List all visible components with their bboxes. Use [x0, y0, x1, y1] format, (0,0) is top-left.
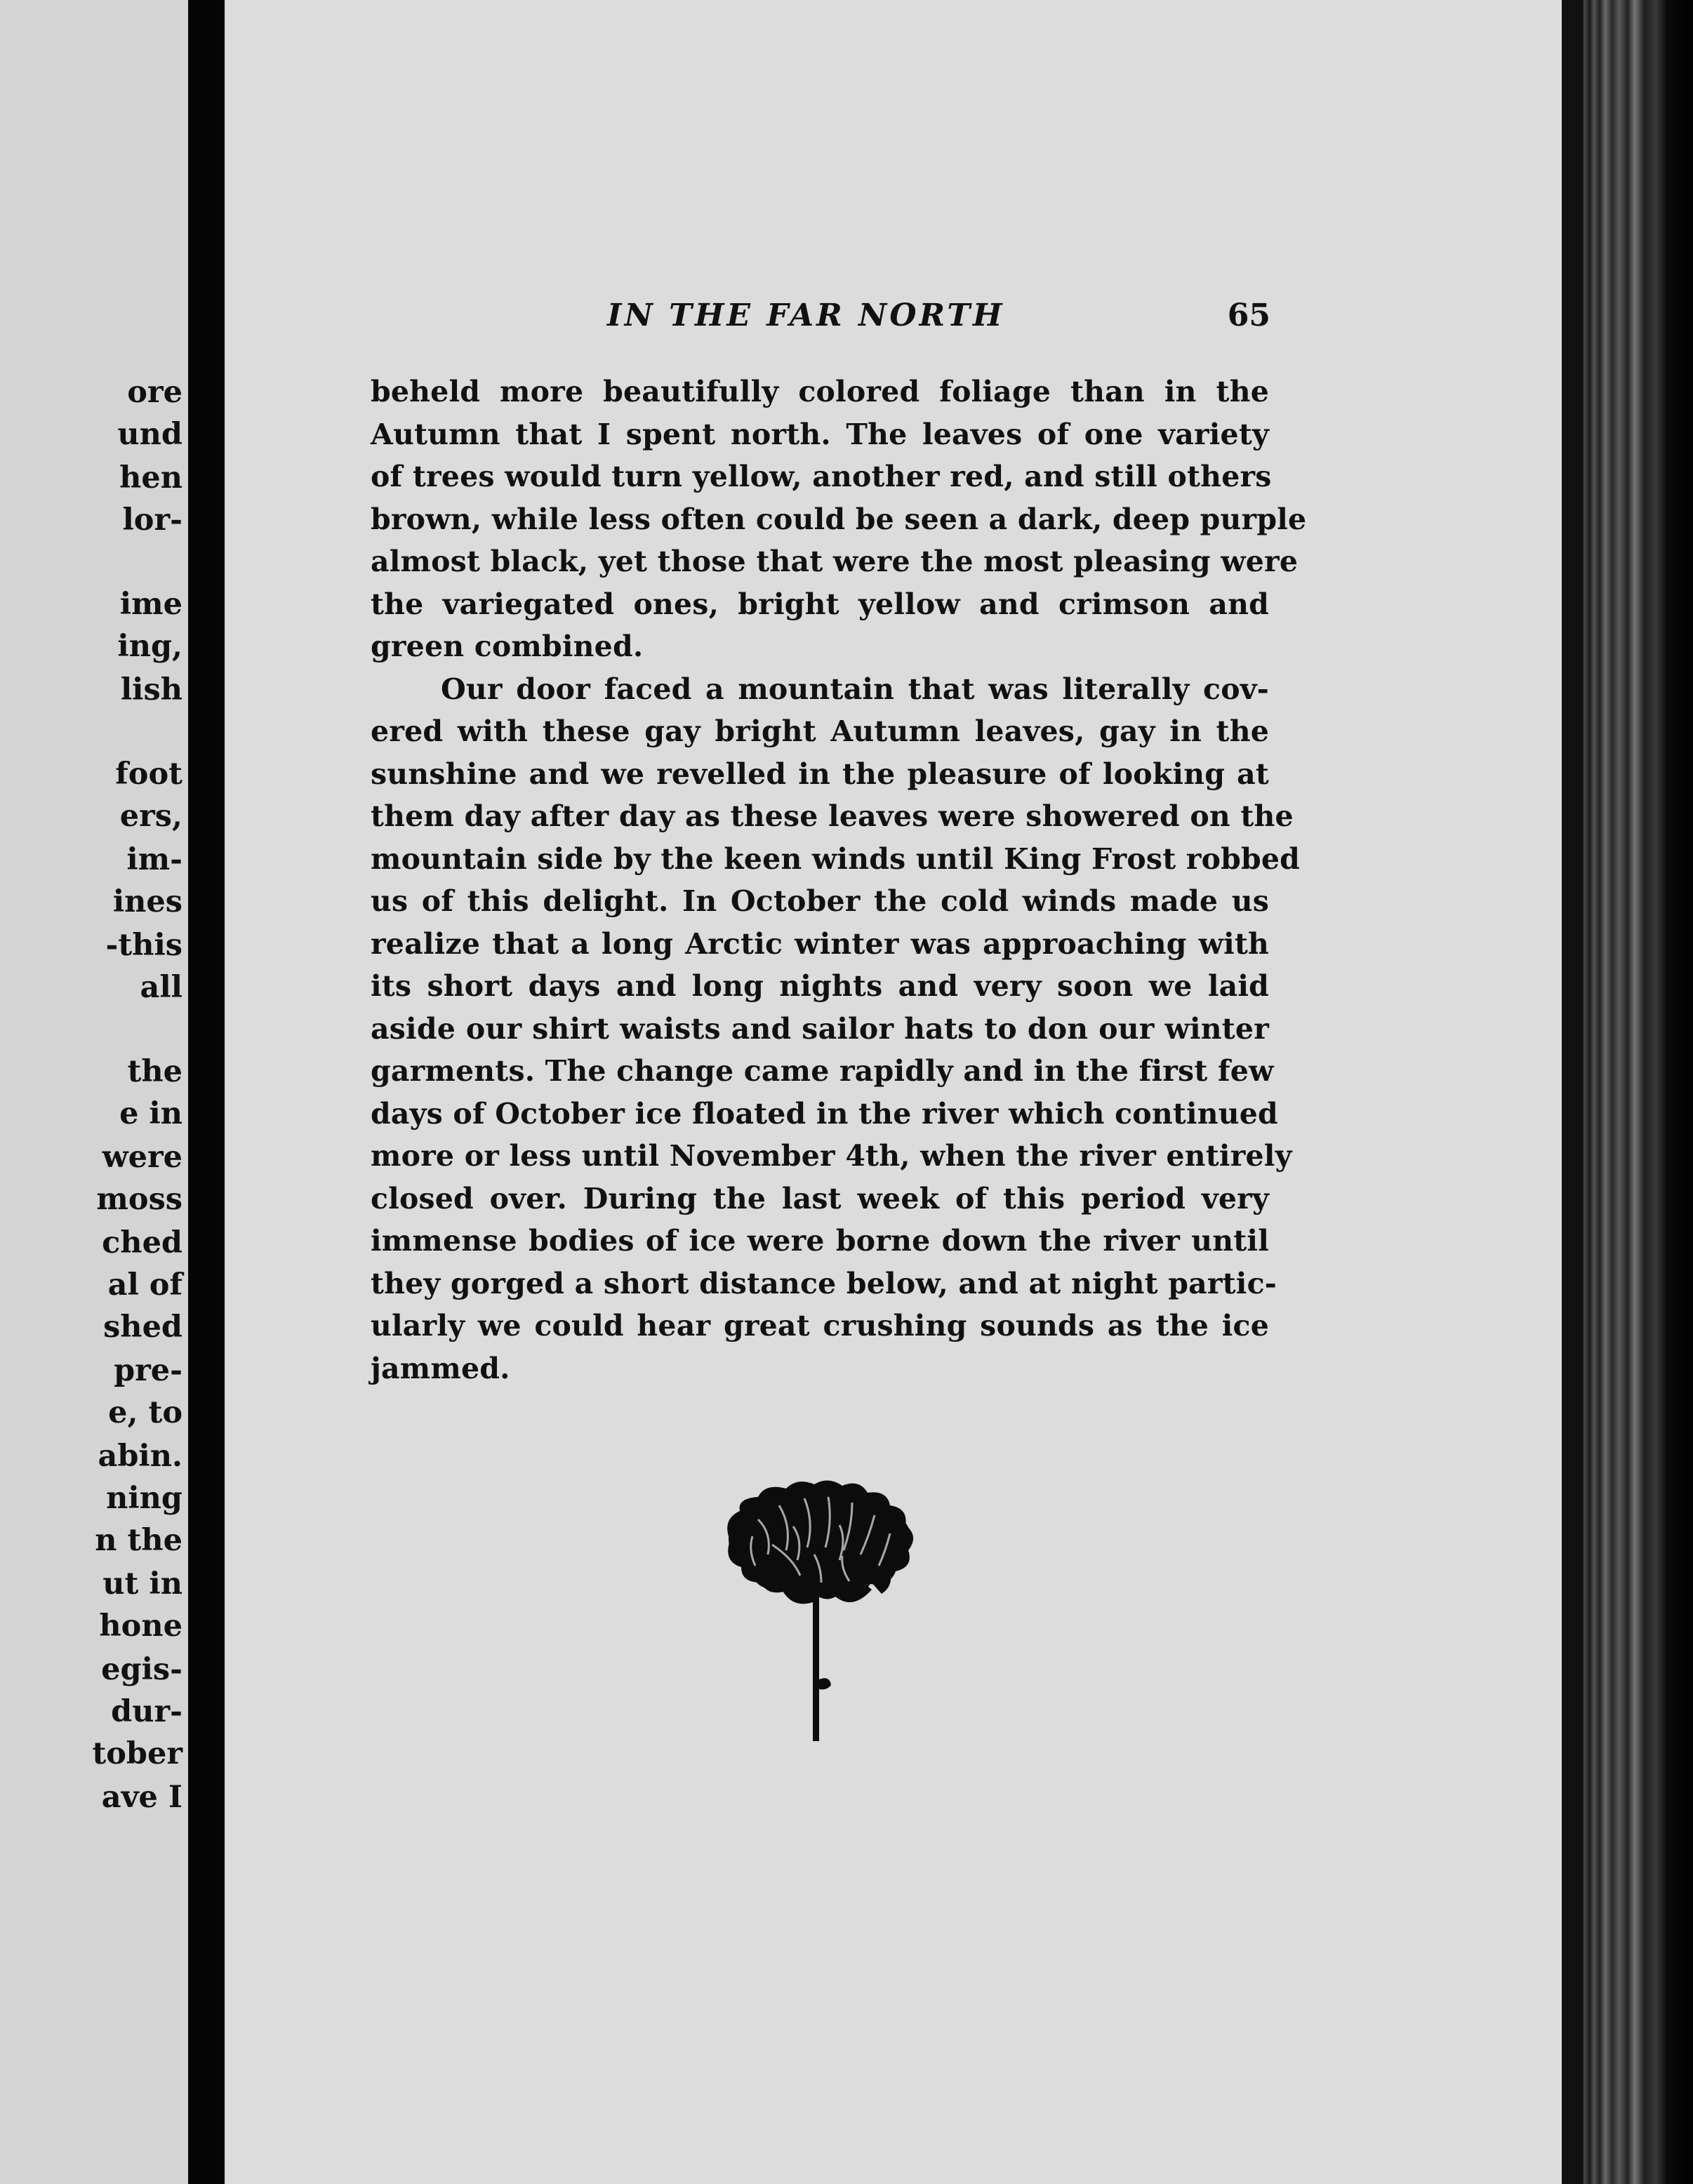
text-line: us of this delight. In October the cold winds made us	[371, 884, 1269, 918]
left-page-fragment-text: lish	[120, 672, 182, 707]
page-number: 65	[1227, 298, 1270, 333]
left-page-fragment-text: ning	[106, 1481, 182, 1516]
text-line: beheld more beautifully colored foliage than in the	[371, 375, 1269, 408]
left-page-fragment-text: foot	[115, 757, 182, 792]
left-page-fragment-text: ave I	[101, 1780, 182, 1815]
text-line: days of October ice floated in the river which continued	[371, 1096, 1278, 1131]
text-line: closed over. During the last week of this period very	[371, 1181, 1269, 1216]
left-page-fragment-text: were	[102, 1140, 182, 1175]
left-page-fragment-text: egis-	[101, 1652, 182, 1687]
text-line: immense bodies of ice were borne down the river until	[371, 1224, 1269, 1258]
left-page-fragment-text: ched	[102, 1225, 182, 1260]
left-page-fragment-text: e in	[119, 1096, 182, 1131]
text-line: of trees would turn yellow, another red, and still others	[371, 460, 1272, 493]
text-line: Autumn that I spent north. The leaves of one variety	[371, 417, 1269, 451]
left-page-fragment-text: lor-	[122, 502, 182, 538]
left-page-fragment-text: al of	[107, 1267, 182, 1303]
left-page-fragment-text: ing,	[117, 629, 182, 664]
text-line: Our door faced a mountain that was literally cov-	[441, 672, 1269, 706]
left-page-fragment-text: hone	[99, 1609, 182, 1644]
text-line: the variegated ones, bright yellow and crimson and	[371, 587, 1269, 621]
text-line: garments. The change came rapidly and in the first few	[371, 1054, 1274, 1088]
text-line: almost black, yet those that were the most pleasing were	[371, 545, 1299, 578]
left-page-fragment	[0, 0, 188, 2184]
text-line: brown, while less often could be seen a dark, deep purple	[371, 502, 1307, 536]
left-page-fragment-text: im-	[126, 842, 182, 877]
text-line: green combined.	[371, 630, 644, 663]
left-page-fragment-text: ines	[112, 884, 182, 919]
left-page-fragment-text: n the	[95, 1523, 182, 1558]
left-page-fragment-text: -this	[105, 928, 182, 963]
text-line: them day after day as these leaves were showered on the	[371, 799, 1294, 833]
body-text	[371, 371, 1307, 1390]
left-page-fragment-text: ime	[119, 587, 182, 622]
left-page-fragment-text: dur-	[111, 1694, 182, 1729]
text-line: ularly we could hear great crushing sounds as the ice	[371, 1309, 1269, 1343]
text-line: jammed.	[371, 1351, 510, 1385]
text-line: mountain side by the keen winds until King Frost robbed	[371, 841, 1301, 876]
left-page-fragment-text: hen	[119, 460, 182, 495]
text-line: sunshine and we revelled in the pleasure of looking at	[371, 757, 1269, 791]
left-page-fragment-text: moss	[96, 1182, 182, 1217]
text-line: more or less until November 4th, when the river entirely	[371, 1139, 1292, 1173]
right-page-edge	[1562, 0, 1693, 2184]
left-page-fragment-text: tober	[92, 1736, 182, 1771]
left-page-fragment-text: ut in	[102, 1566, 182, 1602]
left-page-fragment-text: ore	[127, 375, 182, 410]
chrysanthemum-flower-icon	[709, 1477, 948, 1744]
text-line: its short days and long nights and very soon we laid	[371, 969, 1269, 1003]
text-line: realize that a long Arctic winter was approaching with	[371, 926, 1269, 961]
left-page-fragment-text: abin.	[98, 1439, 182, 1474]
left-page-fragment-text: the	[127, 1054, 182, 1089]
left-page-fragment-text: all	[140, 970, 182, 1005]
text-line: ered with these gay bright Autumn leaves, gay in the	[371, 714, 1269, 748]
running-title: IN THE FAR NORTH	[607, 298, 1005, 333]
left-page-fragment-text: ers,	[119, 799, 182, 834]
book-gutter	[188, 0, 225, 2184]
text-line: aside our shirt waists and sailor hats to don our winter	[371, 1011, 1269, 1046]
text-line: they gorged a short distance below, and at night partic-	[371, 1266, 1277, 1300]
running-head	[383, 298, 1270, 335]
left-page-fragment-text: shed	[103, 1310, 182, 1345]
left-page-fragment-text: pre-	[114, 1353, 182, 1388]
left-page-fragment-text: e, to	[108, 1395, 182, 1430]
left-page-fragment-text: und	[117, 417, 182, 452]
